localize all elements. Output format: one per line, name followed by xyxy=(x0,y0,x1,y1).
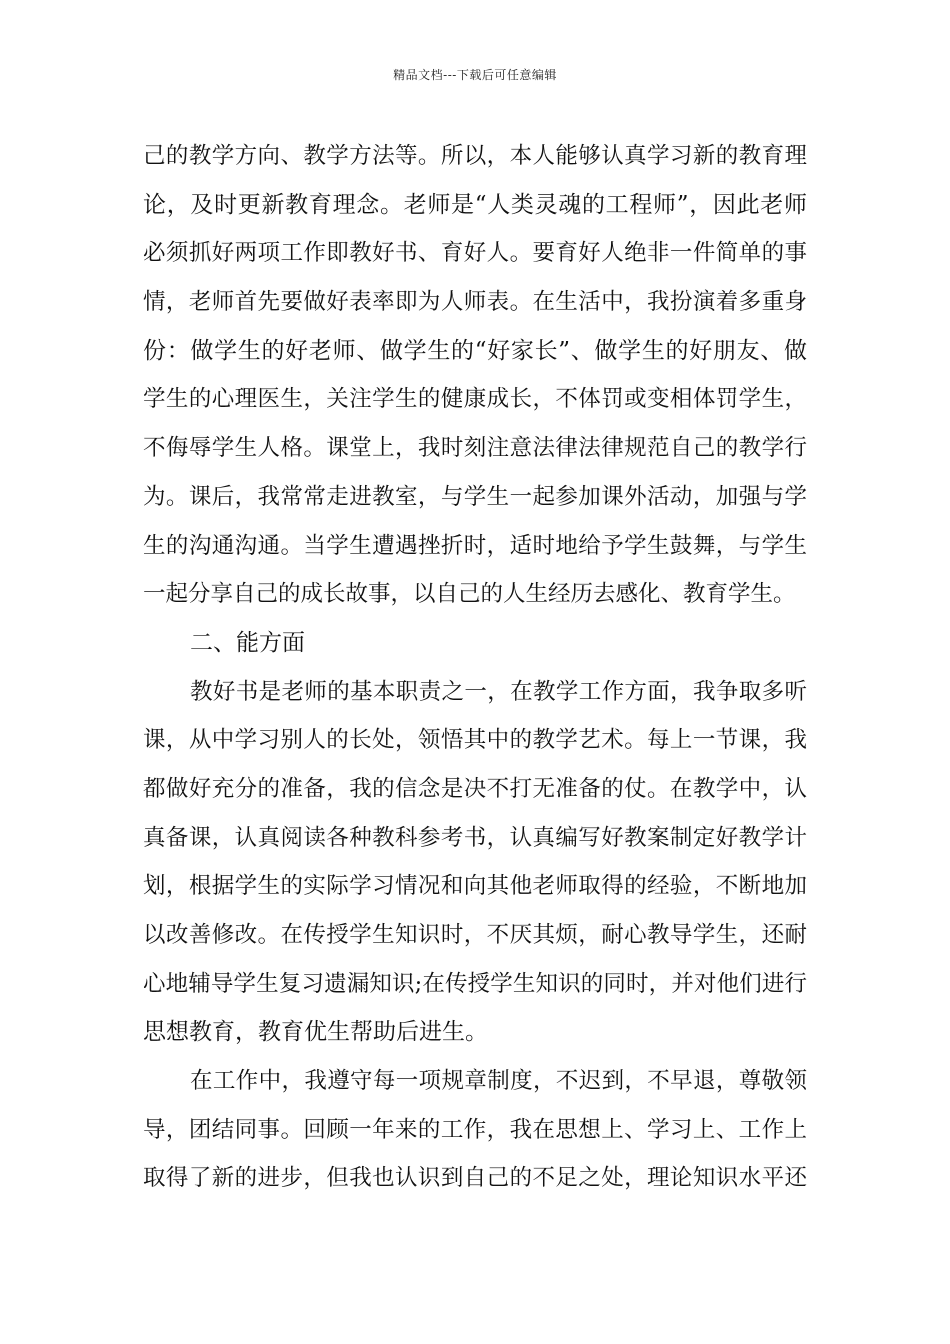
paragraph-line: 取得了新的进步，但我也认识到自己的不足之处，理论知识水平还 xyxy=(143,1165,807,1192)
paragraph-line: 在工作中，我遵守每一项规章制度，不迟到，不早退，尊敬领 xyxy=(190,1068,807,1095)
page-header: 精品文档---下载后可任意编辑 xyxy=(393,68,557,82)
paragraph-line: 生的沟通沟通。当学生遭遇挫折时，适时地给予学生鼓舞，与学生 xyxy=(143,532,807,559)
paragraph-line: 都做好充分的准备，我的信念是决不打无准备的仗。在教学中，认 xyxy=(143,775,807,802)
paragraph-line: 一起分享自己的成长故事，以自己的人生经历去感化、教育学生。 xyxy=(143,581,796,608)
paragraph-line: 真备课，认真阅读各种教科参考书，认真编写好教案制定好教学计 xyxy=(143,824,807,851)
paragraph-line: 己的教学方向、教学方法等。所以，本人能够认真学习新的教育理 xyxy=(143,143,807,169)
paragraph-line: 论，及时更新教育理念。老师是“人类灵魂的工程师”，因此老师 xyxy=(143,191,807,218)
paragraph-line: 导，团结同事。回顾一年来的工作，我在思想上、学习上、工作上 xyxy=(143,1116,807,1143)
paragraph-line: 教好书是老师的基本职责之一，在教学工作方面，我争取多听 xyxy=(190,678,807,705)
paragraph-line: 划，根据学生的实际学习情况和向其他老师取得的经验，不断地加 xyxy=(143,873,807,900)
paragraph-line: 份：做学生的好老师、做学生的“好家长”、做学生的好朋友、做 xyxy=(143,337,807,364)
section-heading: 二、能方面 xyxy=(190,629,305,656)
paragraph-line: 不侮辱学生人格。课堂上，我时刻注意法律法律规范自己的教学行 xyxy=(143,435,807,462)
document-body xyxy=(143,132,807,1203)
paragraph-line: 课，从中学习别人的长处，领悟其中的教学艺术。每上一节课，我 xyxy=(143,727,807,754)
paragraph-line: 学生的心理医生，关注学生的健康成长，不体罚或变相体罚学生， xyxy=(143,386,807,413)
paragraph-line: 以改善修改。在传授学生知识时，不厌其烦，耐心教导学生，还耐 xyxy=(143,922,807,948)
paragraph-line: 必须抓好两项工作即教好书、育好人。要育好人绝非一件简单的事 xyxy=(143,240,807,267)
paragraph-line: 情，老师首先要做好表率即为人师表。在生活中，我扮演着多重身 xyxy=(143,289,807,316)
paragraph-line: 思想教育，教育优生帮助后进生。 xyxy=(143,1019,488,1046)
paragraph-line: 心地辅导学生复习遗漏知识;在传授学生知识的同时，并对他们进行 xyxy=(143,970,807,997)
paragraph-line: 为。课后，我常常走进教室，与学生一起参加课外活动，加强与学 xyxy=(143,483,807,510)
